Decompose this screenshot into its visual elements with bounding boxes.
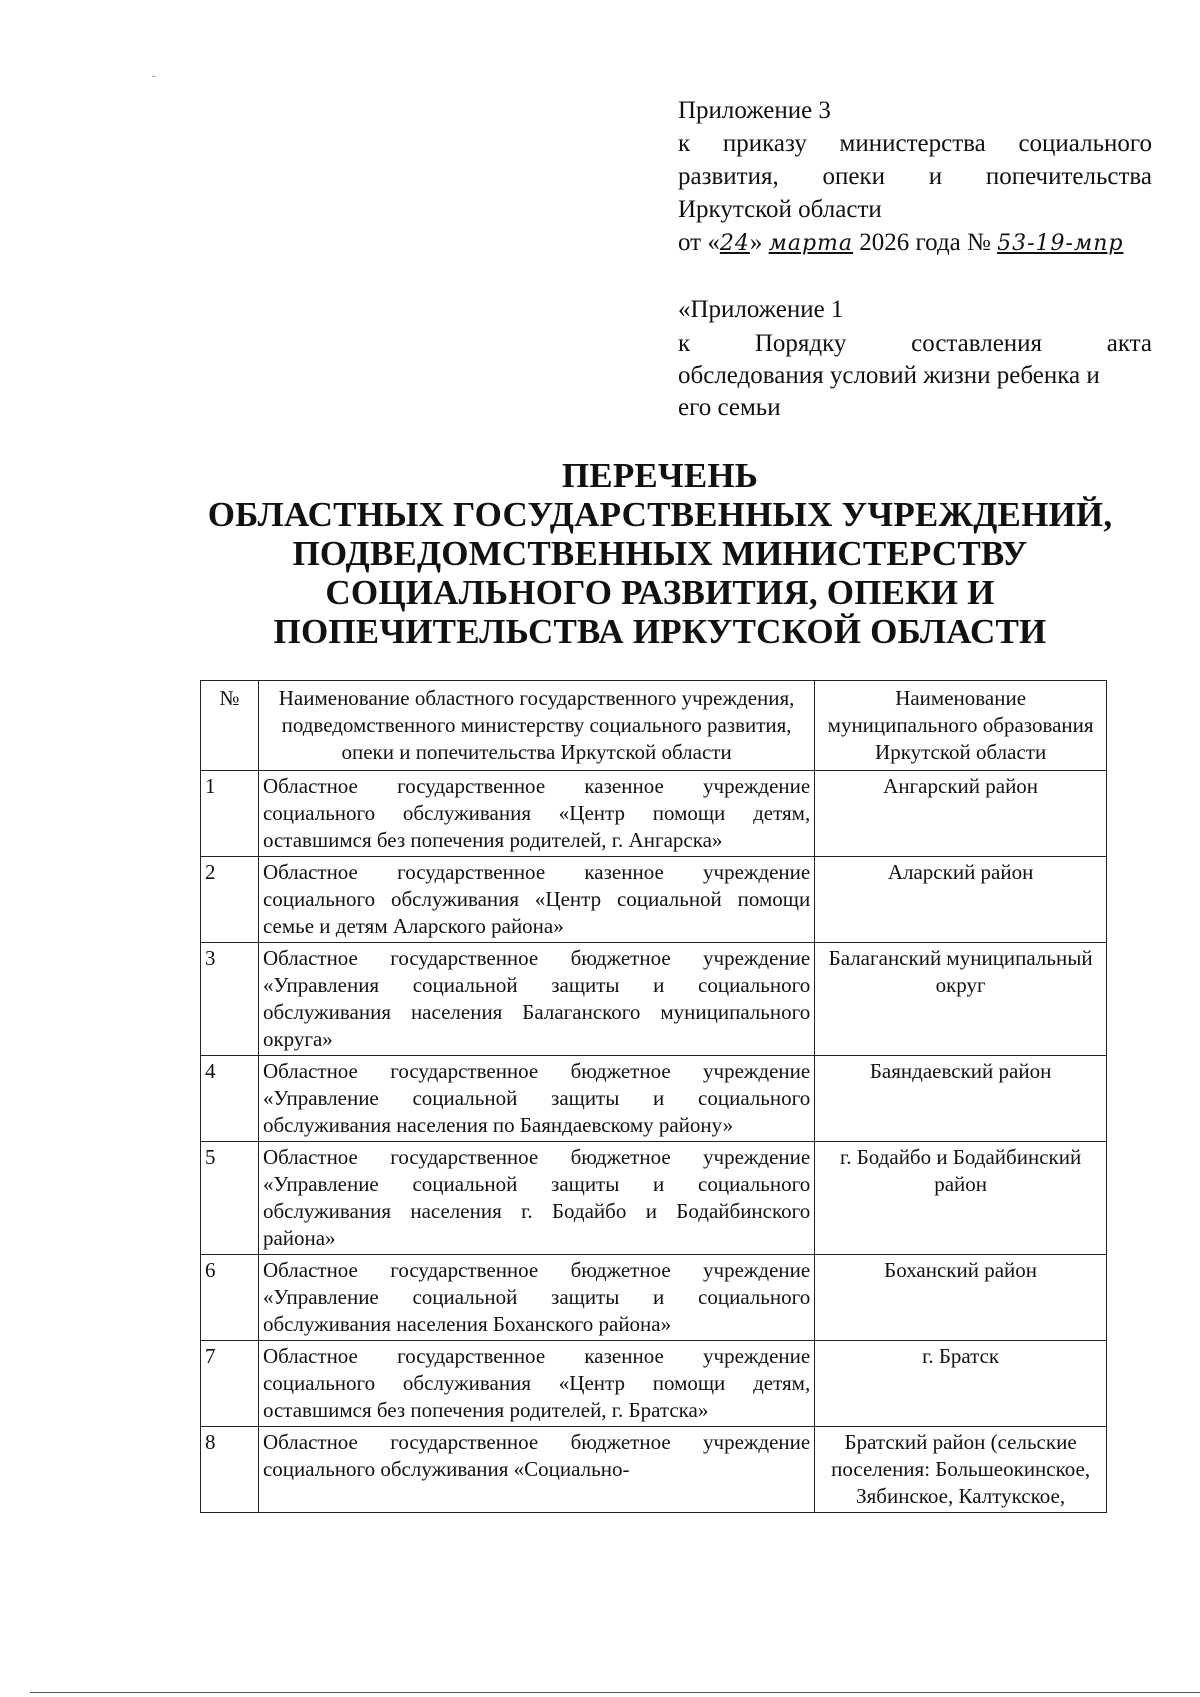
row-number: 5 bbox=[201, 1142, 259, 1255]
table-row bbox=[201, 1427, 1107, 1513]
row-institution: Областное государственное бюджетное учреждение «Управление социальной защиты и социального обслуживания населения Боханского района» bbox=[258, 1255, 814, 1341]
institutions-table bbox=[200, 680, 1107, 1513]
row-number: 1 bbox=[201, 771, 259, 857]
header-number: № bbox=[201, 681, 259, 771]
date-mid: » bbox=[749, 229, 763, 256]
row-institution: Областное государственное бюджетное учреждение «Управление социальной защиты и социального обслуживания населения г. Бодайбо и Бодайбинского района» bbox=[258, 1142, 814, 1255]
row-institution: Областное государственное казенное учреждение социального обслуживания «Центр социальной помощи семье и детям Аларского района» bbox=[258, 857, 814, 943]
row-municipality: Баяндаевский район bbox=[815, 1056, 1107, 1142]
row-municipality: Аларский район bbox=[815, 857, 1107, 943]
header-municipality: Наименование муниципального образования Иркутской области bbox=[815, 681, 1107, 771]
table-row bbox=[201, 943, 1107, 1056]
row-number: 3 bbox=[201, 943, 259, 1056]
date-month: марта bbox=[768, 231, 854, 256]
row-municipality: Ангарский район bbox=[815, 771, 1107, 857]
row-institution: Областное государственное бюджетное учреждение «Управление социальной защиты и социального обслуживания населения по Баяндаевскому району» bbox=[258, 1056, 814, 1142]
title-line-2: ОБЛАСТНЫХ ГОСУДАРСТВЕННЫХ УЧРЕЖДЕНИЙ, bbox=[207, 495, 1113, 534]
sub-annex-line-2: к Порядку составления акта bbox=[678, 330, 1152, 357]
sub-annex bbox=[678, 294, 1152, 424]
table-row bbox=[201, 771, 1107, 857]
annex-header bbox=[678, 94, 1152, 260]
row-institution: Областное государственное казенное учреждение социального обслуживания «Центр помощи детям, оставшимся без попечения родителей, г. Ангарска» bbox=[258, 771, 814, 857]
order-number: 53-19-мпр bbox=[997, 231, 1124, 256]
row-institution: Областное государственное бюджетное учреждение социального обслуживания «Социально- bbox=[258, 1427, 814, 1513]
sub-annex-line-3: обследования условий жизни ребенка и bbox=[678, 362, 1100, 389]
row-municipality: г. Братск bbox=[815, 1341, 1107, 1427]
header-institution: Наименование областного государственного учреждения, подведомственного министерству социального развития, опеки и попечительства Иркутской области bbox=[258, 681, 814, 771]
annex-line-3: развития, опеки и попечительства bbox=[678, 163, 1152, 190]
title-line-4: СОЦИАЛЬНОГО РАЗВИТИЯ, ОПЕКИ И bbox=[325, 573, 995, 612]
row-municipality: Братский район (сельские поселения: Большеокинское, Зябинское, Калтукское, bbox=[815, 1427, 1107, 1513]
row-municipality: г. Бодайбо и Бодайбинский район bbox=[815, 1142, 1107, 1255]
table-row bbox=[201, 857, 1107, 943]
page-bottom-edge bbox=[30, 1692, 1200, 1693]
sub-annex-line-4: его семьи bbox=[678, 394, 781, 421]
row-number: 2 bbox=[201, 857, 259, 943]
annex-title: Приложение 3 bbox=[678, 97, 831, 124]
table-row bbox=[201, 1056, 1107, 1142]
table-row bbox=[201, 1341, 1107, 1427]
row-number: 6 bbox=[201, 1255, 259, 1341]
document-title bbox=[180, 456, 1140, 651]
scan-speck bbox=[152, 76, 156, 77]
row-institution: Областное государственное казенное учреждение социального обслуживания «Центр помощи детям, оставшимся без попечения родителей, г. Братска» bbox=[258, 1341, 814, 1427]
title-line-5: ПОПЕЧИТЕЛЬСТВА ИРКУТСКОЙ ОБЛАСТИ bbox=[273, 612, 1047, 651]
row-number: 7 bbox=[201, 1341, 259, 1427]
row-number: 8 bbox=[201, 1427, 259, 1513]
row-municipality: Балаганский муниципальный округ bbox=[815, 943, 1107, 1056]
annex-line-4: Иркутской области bbox=[678, 196, 882, 223]
title-line-3: ПОДВЕДОМСТВЕННЫХ МИНИСТЕРСТВУ bbox=[292, 534, 1028, 573]
annex-line-2: к приказу министерства социального bbox=[678, 130, 1152, 157]
row-number: 4 bbox=[201, 1056, 259, 1142]
table-row bbox=[201, 1255, 1107, 1341]
sub-annex-title: «Приложение 1 bbox=[678, 296, 844, 323]
date-year: 2026 года № bbox=[859, 229, 991, 256]
order-date-line bbox=[678, 226, 1152, 260]
date-day: 24 bbox=[719, 231, 750, 256]
table-header-row bbox=[201, 681, 1107, 771]
title-line-1: ПЕРЕЧЕНЬ bbox=[561, 456, 759, 495]
row-institution: Областное государственное бюджетное учреждение «Управления социальной защиты и социального обслуживания населения Балаганского муниципального округа» bbox=[258, 943, 814, 1056]
row-municipality: Боханский район bbox=[815, 1255, 1107, 1341]
date-prefix: от « bbox=[678, 229, 720, 256]
table-row bbox=[201, 1142, 1107, 1255]
